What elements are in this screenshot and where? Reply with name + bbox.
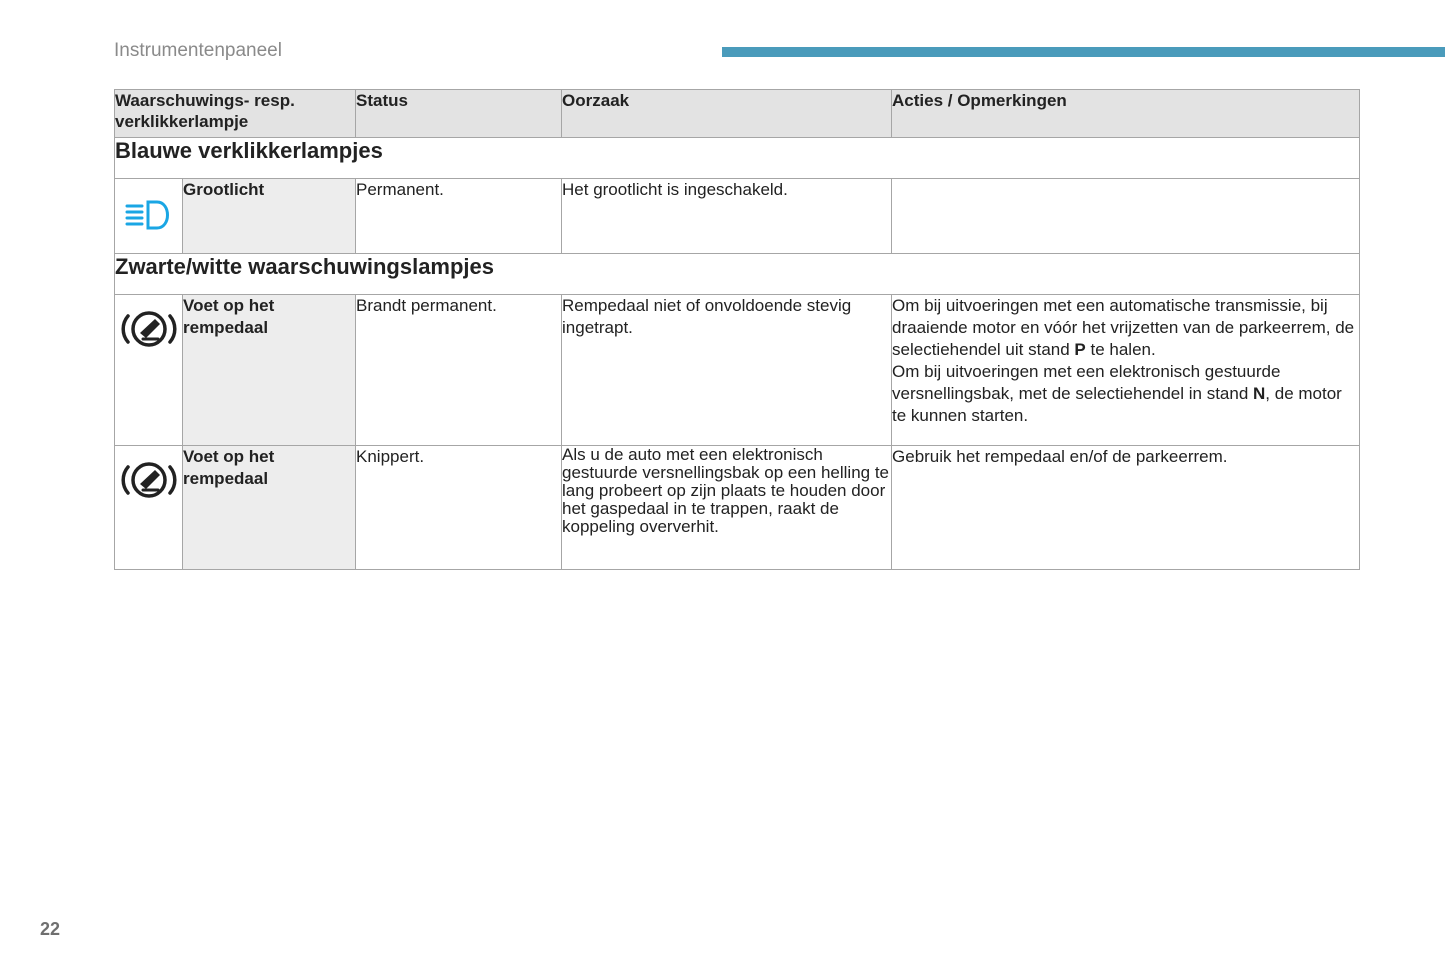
lamp-status: Brandt permanent. [356, 295, 562, 446]
gear-position-p: P [1074, 340, 1086, 359]
column-header-status: Status [356, 90, 562, 138]
lamp-actions [892, 295, 1360, 446]
column-header-cause: Oorzaak [562, 90, 892, 138]
lamp-cause: Het grootlicht is ingeschakeld. [562, 179, 892, 254]
group-title-blue: Blauwe verklikkerlampjes [115, 138, 1360, 179]
group-row-blue [115, 138, 1360, 179]
high-beam-icon [124, 197, 174, 233]
lamp-status: Permanent. [356, 179, 562, 254]
table-row [115, 446, 1360, 570]
actions-text-1: Om bij uitvoeringen met een automatische transmissie, bij draaiende motor en vóór het vrijzetten van de parkeerrem, de selectiehendel uit stand [892, 296, 1355, 359]
table-header-row [115, 90, 1360, 138]
gear-position-n: N [1253, 384, 1266, 403]
lamp-cause: Rempedaal niet of onvoldoende stevig ingetrapt. [562, 295, 892, 446]
column-header-lamp: Waarschuwings- resp. verklikkerlampje [115, 90, 356, 138]
lamp-cause: Als u de auto met een elektronisch gestuurde versnellingsbak op een helling te lang probeert op zijn plaats te houden door het gaspedaal in te trappen, raakt de koppeling oververhit. [562, 446, 892, 570]
table-row [115, 179, 1360, 254]
actions-text-4: , de motor te kunnen starten. [892, 384, 1342, 425]
page-number: 22 [40, 919, 61, 939]
actions-text-3: Om bij uitvoeringen met een elektronisch gestuurde versnellingsbak, met de selectiehendel in stand [892, 362, 1281, 403]
lamp-actions: Gebruik het rempedaal en/of de parkeerrem. [892, 446, 1360, 570]
lamp-status: Knippert. [356, 446, 562, 570]
lamp-actions [892, 179, 1360, 254]
header-accent-bar [722, 47, 1445, 57]
lamp-name: Voet op het rempedaal [183, 446, 356, 570]
lamp-name: Grootlicht [183, 179, 356, 254]
column-header-actions: Acties / Opmerkingen [892, 90, 1360, 138]
group-row-black-white [115, 254, 1360, 295]
indicator-table [114, 89, 1360, 570]
icon-cell [115, 446, 183, 570]
lamp-name: Voet op het rempedaal [183, 295, 356, 446]
table-row [115, 295, 1360, 446]
foot-on-brake-icon [119, 459, 179, 501]
icon-cell [115, 179, 183, 254]
icon-cell [115, 295, 183, 446]
section-header: Instrumentenpaneel [114, 40, 282, 61]
foot-on-brake-icon [119, 308, 179, 350]
actions-text-2: te halen. [1085, 340, 1156, 359]
group-title-black-white: Zwarte/witte waarschuwingslampjes [115, 254, 1360, 295]
